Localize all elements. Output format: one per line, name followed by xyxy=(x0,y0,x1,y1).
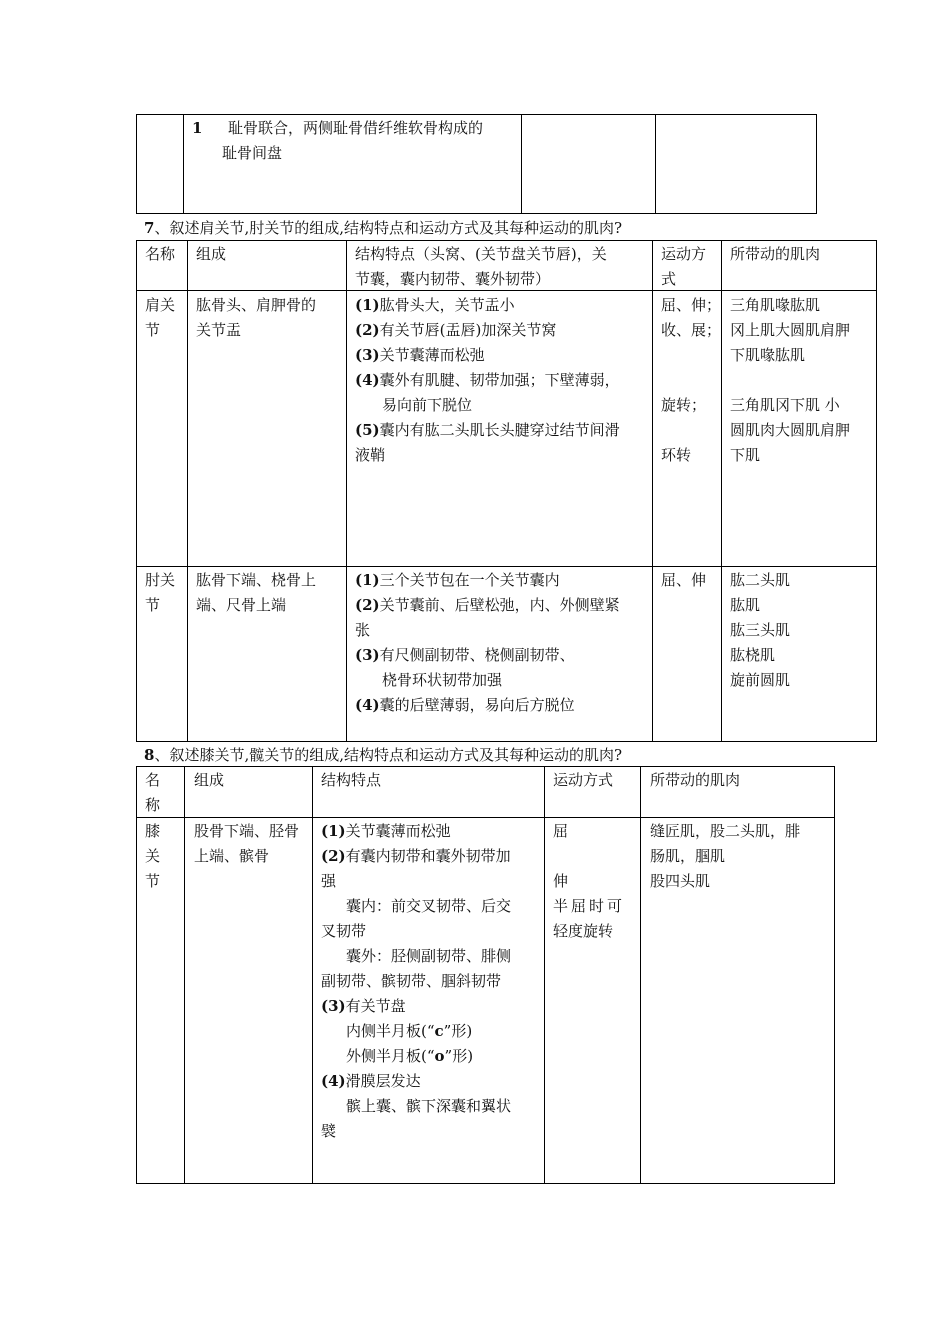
q7-header-motion: 运动方 式 xyxy=(661,245,707,288)
q8-header-muscle: 所带动的肌肉 xyxy=(650,771,741,789)
q8-heading xyxy=(144,743,622,768)
q7-header-structure: 结构特点（头窝、(关节盘关节唇)，关 节囊，囊内韧带、囊外韧带） xyxy=(355,245,607,288)
knee-muscles: 缝匠肌，股二头肌，腓 肠肌，腘肌 股四头肌 xyxy=(650,822,801,890)
shoulder-name: 肩关 节 xyxy=(145,296,176,339)
shoulder-muscles: 三角肌喙肱肌 冈上肌大圆肌肩胛 下肌喙肱肌 三角肌冈下肌 小 圆肌肉大圆肌肩胛 下肌 xyxy=(730,296,851,464)
elbow-muscles: 肱二头肌 肱肌 肱三头肌 肱桡肌 旋前圆肌 xyxy=(730,571,791,689)
knee-name: 膝 关 节 xyxy=(145,822,161,890)
q7-num: 7 xyxy=(144,219,155,237)
knee-motion: 屈 伸 半屈时可 轻度旋转 xyxy=(553,822,626,940)
q7-heading xyxy=(144,216,622,241)
top-item xyxy=(192,116,483,166)
top-item-text-cont: 耻骨间盘 xyxy=(222,144,283,162)
top-item-text: 耻骨联合，两侧耻骨借纤维软骨构成的 xyxy=(228,119,484,137)
q8-title: 、叙述膝关节,髋关节的组成,结构特点和运动方式及其每种运动的肌肉? xyxy=(154,746,623,764)
elbow-composition: 肱骨下端、桡骨上 端、尺骨上端 xyxy=(196,571,317,614)
q7-header-name: 名称 xyxy=(145,245,176,263)
shoulder-composition: 肱骨头、肩胛骨的 关节盂 xyxy=(196,296,317,339)
top-item-num: 1 xyxy=(192,119,203,137)
knee-structure: (1)关节囊薄而松弛 (2)有囊内韧带和囊外韧带加 强 囊内：前交叉韧带、后交 叉韧带 囊外：胫侧副韧带、腓侧 副韧带、髌韧带、腘斜韧带 (3)有关节盘 内侧半月板(“c”形) 外侧半月板(“o”形) (4)滑膜层发达 髌上囊、髌下深囊和翼状 襞 xyxy=(321,822,512,1140)
q7-title: 、叙述肩关节,肘关节的组成,结构特点和运动方式及其每种运动的肌肉? xyxy=(154,219,623,237)
shoulder-motion: 屈、伸； 收、展； 旋转； 环转 xyxy=(661,296,722,464)
q8-header-motion: 运动方式 xyxy=(553,771,614,789)
q8-header-structure: 结构特点 xyxy=(321,771,382,789)
shoulder-structure: (1)肱骨头大，关节盂小 (2)有关节唇(盂唇)加深关节窝 (3)关节囊薄而松弛 (4)囊外有肌腱、韧带加强；下壁薄弱， 易向前下脱位 (5)囊内有肱二头肌长头腱穿过结节间滑 液鞘 xyxy=(355,296,620,464)
elbow-structure: (1)三个关节包在一个关节囊内 (2)关节囊前、后壁松弛，内、外侧壁紧 张 (3)有尺侧副韧带、桡侧副韧带、 桡骨环状韧带加强 (4)囊的后壁薄弱，易向后方脱位 xyxy=(355,571,620,714)
q8-header-composition: 组成 xyxy=(194,771,225,789)
q8-num: 8 xyxy=(144,746,155,764)
q7-header-muscle: 所带动的肌肉 xyxy=(730,245,821,263)
q7-header-composition: 组成 xyxy=(196,245,227,263)
elbow-motion: 屈、伸 xyxy=(661,571,707,589)
q8-header-name: 名 称 xyxy=(145,771,161,814)
elbow-name: 肘关 节 xyxy=(145,571,176,614)
knee-composition: 股骨下端、胫骨 上端、髌骨 xyxy=(194,822,300,865)
